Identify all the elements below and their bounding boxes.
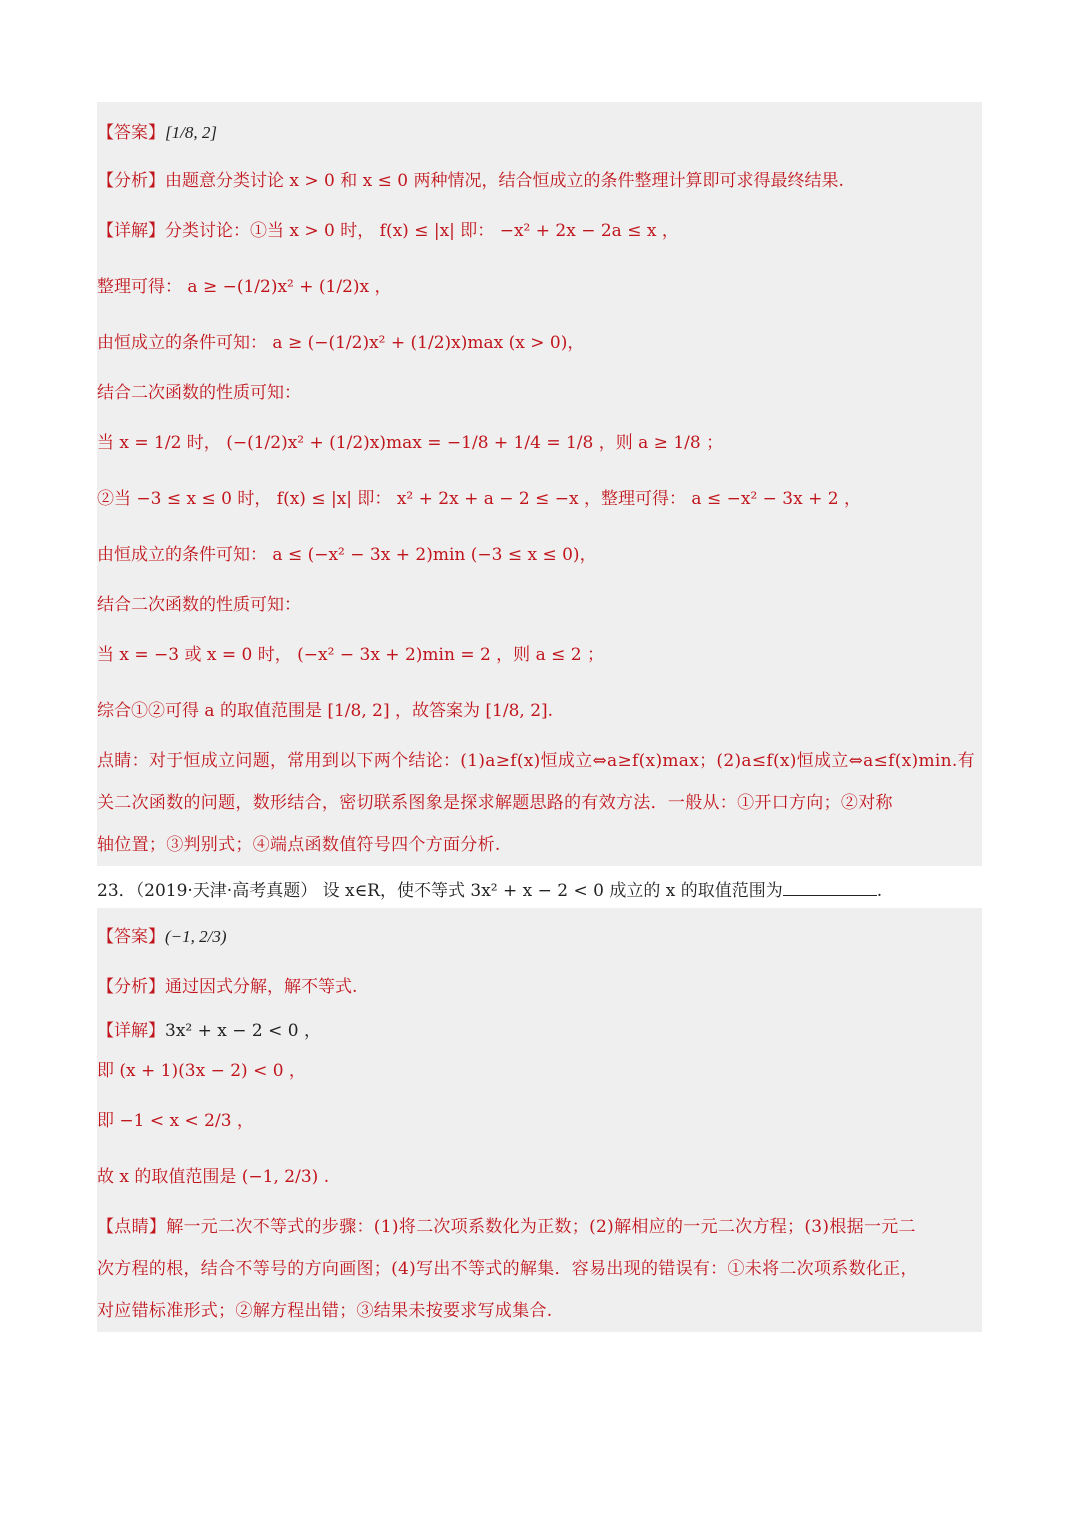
analysis-tag: 【分析】 [97,977,165,997]
solution-step: 当 x = 1/2 时， (−(1/2)x² + (1/2)x)max = −1/8 + 1/4 = 1/8 ，则 a ≥ 1/8 ； [97,433,724,453]
answer-tag: 【答案】 [97,927,165,947]
solution-step: 由恒成立的条件可知： a ≥ (−(1/2)x² + (1/2)x)max (x > 0)， [97,333,585,353]
solution-step: 结合二次函数的性质可知： [97,595,301,615]
solution-step: 综合①②可得 a 的取值范围是 [1/8, 2] ，故答案为 [1/8, 2]. [97,701,554,721]
remark-line: 关二次函数的问题，数形结合，密切联系图象是探求解题思路的有效方法．一般从：①开口方向；②对称 [97,793,893,813]
solution-step: 由恒成立的条件可知： a ≤ (−x² − 3x + 2)min (−3 ≤ x ≤ 0)， [97,545,597,565]
solution-step: 结合二次函数的性质可知： [97,383,301,403]
solution-step: 即 (x + 1)(3x − 2) < 0 ， [97,1061,306,1081]
analysis-tag: 【分析】 [97,171,165,191]
answer-line [97,122,217,144]
answer-blank [783,880,877,896]
detail-text: 3x² + x − 2 < 0 ， [165,1021,321,1041]
detail-tag: 【详解】 [97,221,165,241]
remark-line: 点睛：对于恒成立问题，常用到以下两个结论：(1)a≥f(x)恒成立⇔a≥f(x)max；(2)a≤f(x)恒成立⇔a≤f(x)min.有 [97,751,975,771]
remark-line [97,1216,916,1238]
solution-step: 即 −1 < x < 2/3 ， [97,1111,254,1131]
question-text: 23．（2019·天津·高考真题） 设 x∈R，使不等式 3x² + x − 2 < 0 成立的 x 的取值范围为 [97,881,783,901]
solution-step: 故 x 的取值范围是 (−1, 2/3) . [97,1167,330,1187]
answer-line [97,926,227,948]
solution-panel-23 [97,908,982,1332]
remark-line: 次方程的根，结合不等号的方向画图；(4)写出不等式的解集．容易出现的错误有：①未将二次项系数化正， [97,1259,918,1279]
detail-text: 分类讨论：①当 x > 0 时， f(x) ≤ |x| 即： −x² + 2x − 2a ≤ x ， [165,221,679,241]
detail-tag: 【详解】 [97,1021,165,1041]
remark-tag: 【点睛】 [97,1217,167,1237]
answer-value: [1/8, 2] [165,123,217,142]
analysis-text: 由题意分类讨论 x > 0 和 x ≤ 0 两种情况，结合恒成立的条件整理计算即可求得最终结果. [165,171,844,191]
analysis-text: 通过因式分解，解不等式. [165,977,358,997]
remark-line: 轴位置；③判别式；④端点函数值符号四个方面分析. [97,835,501,855]
solution-step: 当 x = −3 或 x = 0 时， (−x² − 3x + 2)min = 2 ，则 a ≤ 2 ； [97,645,604,665]
remark-text: 解一元二次不等式的步骤：(1)将二次项系数化为正数；(2)解相应的一元二次方程；(3)根据一元二 [166,1217,916,1237]
detail-line [97,220,679,242]
analysis-line [97,976,357,998]
solution-panel-22 [97,102,982,866]
answer-value: (−1, 2/3) [165,927,227,946]
remark-line: 对应错标准形式；②解方程出错；③结果未按要求写成集合. [97,1301,553,1321]
solution-step: ②当 −3 ≤ x ≤ 0 时， f(x) ≤ |x| 即： x² + 2x + a − 2 ≤ −x ，整理可得： a ≤ −x² − 3x + 2 ， [97,489,861,509]
solution-step: 整理可得： a ≥ −(1/2)x² + (1/2)x ， [97,277,392,297]
detail-line [97,1020,321,1042]
answer-tag: 【答案】 [97,123,165,143]
question-23: 23．（2019·天津·高考真题） 设 x∈R，使不等式 3x² + x − 2 < 0 成立的 x 的取值范围为 . [97,881,883,901]
analysis-line [97,170,844,192]
